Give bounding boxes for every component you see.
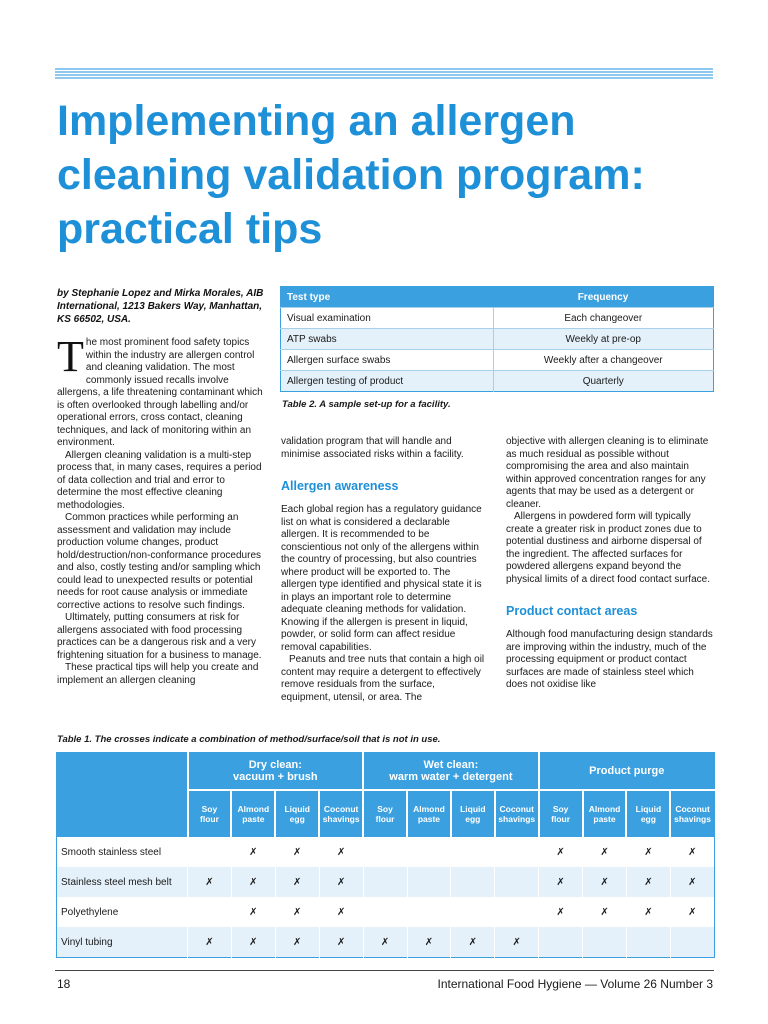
table-cell [407, 837, 451, 867]
table-cell: ✗ [231, 927, 275, 958]
paragraph: Allergens in powdered form will typically create a greater risk in product zones due to potential dustiness and airborne dispersal of the ingredient. The affected surfaces for powdered allergens expand beyond the physical limits of a direct food contact surface. [506, 511, 710, 585]
table-cell: ✗ [583, 897, 627, 927]
table-cell: ✗ [319, 927, 363, 958]
paragraph-text: he most prominent food safety topics within the industry are allergen control and cleaning validation. The most commonly issued recalls involve allergens, a life threatening contaminant which is often overlooked through labelling and/or operational errors, cross contact, cleaning techniques, and lack of monitoring within an environment. [57, 337, 263, 448]
byline: by Stephanie Lopez and Mirka Morales, AIB International, 1213 Bakers Way, Manhattan, KS 66502, USA. [57, 288, 264, 325]
sub-header [670, 790, 714, 837]
paragraph: objective with allergen cleaning is to eliminate as much residual as possible without compromising the area and also maintain within approved concentration ranges for any agents that may be used as a detergent or cleaner. [506, 436, 709, 510]
table-cell: ✗ [319, 897, 363, 927]
table-cell: ✗ [539, 897, 583, 927]
column-2 [281, 436, 487, 704]
table-cell: ✗ [275, 867, 319, 897]
sub-header [539, 790, 583, 837]
table-cell: Quarterly [493, 371, 714, 392]
paragraph: These practical tips will help you create and implement an allergen cleaning [57, 662, 259, 686]
table-cell: ✗ [188, 927, 232, 958]
table-cell [670, 927, 714, 958]
table-cell: ✗ [670, 897, 714, 927]
table-cell: Each changeover [493, 308, 714, 329]
group-line: Product purge [589, 765, 665, 777]
row-label: Vinyl tubing [57, 927, 188, 958]
table-cell: ✗ [670, 867, 714, 897]
group-line: vacuum + brush [232, 771, 318, 783]
table-row [57, 897, 715, 927]
table-cell: ✗ [670, 837, 714, 867]
section-heading: Allergen awareness [281, 479, 399, 493]
article-title: Implementing an allergen cleaning validation program: practical tips [57, 97, 645, 253]
table-cell [451, 897, 495, 927]
table-cell: Weekly at pre-op [493, 329, 714, 350]
table-cell: ✗ [626, 837, 670, 867]
sub-header-line: Almond [588, 804, 621, 814]
column-1 [57, 332, 263, 687]
table-cell [363, 867, 407, 897]
paragraph: Ultimately, putting consumers at risk for allergens associated with food processing practices can be a dangerous risk and a very frightening situation for a business to manage. [57, 612, 262, 661]
table-cell: Weekly after a changeover [493, 350, 714, 371]
table-cell: ✗ [231, 867, 275, 897]
column-3 [506, 436, 714, 692]
table-cell: ✗ [539, 837, 583, 867]
group-header-row [57, 753, 715, 791]
table-cell: Allergen testing of product [281, 371, 494, 392]
sub-header-line: Liquid [635, 804, 662, 814]
sub-header-line: Soy [552, 804, 569, 814]
row-label: Polyethylene [61, 906, 119, 918]
table-2 [280, 286, 714, 392]
table-2-caption: Table 2. A sample set-up for a facility. [282, 399, 451, 410]
table-row [57, 927, 715, 958]
table-cell: ATP swabs [281, 329, 494, 350]
sub-header-line: Liquid [284, 804, 310, 814]
table-cell [539, 927, 583, 958]
sub-header [188, 790, 232, 837]
table-cell: Visual examination [281, 308, 494, 329]
table-cell: ✗ [583, 837, 627, 867]
table-cell [451, 867, 495, 897]
table-cell: ✗ [583, 867, 627, 897]
table-cell [188, 897, 232, 927]
journal-footer: International Food Hygiene — Volume 26 Number 3 [437, 977, 713, 991]
table-cell: Allergen surface swabs [281, 350, 494, 371]
table-cell: ✗ [626, 897, 670, 927]
sub-header-line: Almond [413, 804, 445, 814]
header-rule [55, 68, 713, 80]
sub-header-line: flour [200, 814, 219, 824]
table-cell: ✗ [275, 927, 319, 958]
section-heading: Product contact areas [506, 604, 638, 618]
paragraph [57, 332, 263, 450]
sub-header-line: Soy [201, 804, 218, 814]
column-header: Frequency [493, 287, 714, 308]
table-row [281, 371, 714, 392]
page-number: 18 [57, 977, 71, 991]
table-1-caption: Table 1. The crosses indicate a combination of method/surface/soil that is not in use. [57, 734, 441, 745]
table-cell [407, 897, 451, 927]
sub-header-line: flour [375, 814, 395, 824]
table-cell: ✗ [275, 837, 319, 867]
paragraph: Although food manufacturing design standards are improving within the industry, much of the processing equipment or product contact surfaces are made of stainless steel which does not oxidise like [506, 629, 713, 690]
footer-rule [55, 970, 714, 971]
column-header: Test type [281, 287, 494, 308]
table-cell: ✗ [319, 837, 363, 867]
sub-header [583, 790, 627, 837]
sub-header-line: Almond [237, 804, 270, 814]
group-header-dry [188, 753, 364, 791]
table-cell [626, 927, 670, 958]
row-label: Stainless steel mesh belt [57, 867, 188, 897]
table-cell: ✗ [231, 897, 275, 927]
table-header-row [281, 287, 714, 308]
sub-header-line: shavings [674, 814, 711, 824]
sub-header-line: egg [289, 814, 305, 824]
table-row [281, 329, 714, 350]
paragraph: Allergen cleaning validation is a multi-step process that, in many cases, requires a period of data collection and trial and error to determine the most effective cleaning methodologies. [57, 449, 262, 511]
table-cell [188, 837, 232, 867]
sub-header-line: Liquid [460, 804, 486, 814]
table-cell: ✗ [451, 927, 495, 958]
sub-header-line: paste [417, 814, 441, 824]
sub-header [626, 790, 670, 837]
group-line: warm water + detergent [389, 771, 513, 783]
table-cell: ✗ [539, 867, 583, 897]
sub-header [363, 790, 407, 837]
table-cell [583, 927, 627, 958]
sub-header-line: shavings [322, 814, 360, 824]
group-line: Dry clean: [248, 759, 302, 771]
sub-header-line: egg [465, 814, 481, 824]
table-cell: ✗ [363, 927, 407, 958]
sub-header [319, 790, 363, 837]
sub-header [451, 790, 495, 837]
sub-header-line: shavings [498, 814, 536, 824]
group-header-wet [363, 753, 539, 791]
table-cell: ✗ [495, 927, 539, 958]
sub-header-line: paste [593, 814, 616, 824]
table-row [57, 837, 715, 867]
sub-header [275, 790, 319, 837]
table-1 [56, 752, 715, 958]
table-cell [363, 837, 407, 867]
sub-header-line: Soy [377, 804, 393, 814]
paragraph: validation program that will handle and minimise associated risks within a facility. [281, 436, 464, 460]
paragraph: Peanuts and tree nuts that contain a high oil content may require a detergent to effectively remove residuals from the surface, equipment, utensil, or area. The [281, 654, 485, 703]
corner-cell [57, 753, 188, 838]
table-cell: ✗ [188, 867, 232, 897]
table-cell [407, 867, 451, 897]
sub-header-line: Coconut [323, 804, 359, 814]
sub-header [407, 790, 451, 837]
sub-header-line: egg [640, 814, 656, 824]
sub-header-line: Coconut [675, 804, 710, 814]
table-row [281, 350, 714, 371]
sub-header-line: flour [551, 814, 571, 824]
table-cell [495, 837, 539, 867]
table-cell: ✗ [231, 837, 275, 867]
table-cell: ✗ [275, 897, 319, 927]
table-cell: ✗ [626, 867, 670, 897]
table-cell: ✗ [407, 927, 451, 958]
table-cell [495, 867, 539, 897]
drop-cap: T [57, 332, 84, 381]
table-row [57, 867, 715, 897]
table-cell: ✗ [319, 867, 363, 897]
row-label: Smooth stainless steel [61, 846, 162, 858]
group-header-purge [539, 753, 715, 791]
group-line: Wet clean: [423, 759, 479, 771]
sub-header [495, 790, 539, 837]
sub-header [231, 790, 275, 837]
sub-header-line: Coconut [499, 804, 534, 814]
table-cell [495, 897, 539, 927]
table-cell [363, 897, 407, 927]
paragraph: Common practices while performing an assessment and validation may include production volume changes, product hold/destruction/non-conformance procedures and also, costly testing and/or sampling which could lead to unexpected results or potential needs for root cause analysis or immediate corrective actions to resolve such findings. [57, 512, 262, 611]
table-row [281, 308, 714, 329]
table-cell [451, 837, 495, 867]
paragraph: Each global region has a regulatory guidance list on what is considered a declarable allergen. It is recommended to be conscientious not only of the allergens within the country of processing, but also countries where product will be exported to. The allergen type identified and physical state it is in plays an important role to determine adequate cleaning methods for validation. Knowing if the allergen is present in liquid, powder, or solid form can affect residue removal capabilities. [281, 504, 482, 653]
sub-header-line: paste [242, 814, 265, 824]
